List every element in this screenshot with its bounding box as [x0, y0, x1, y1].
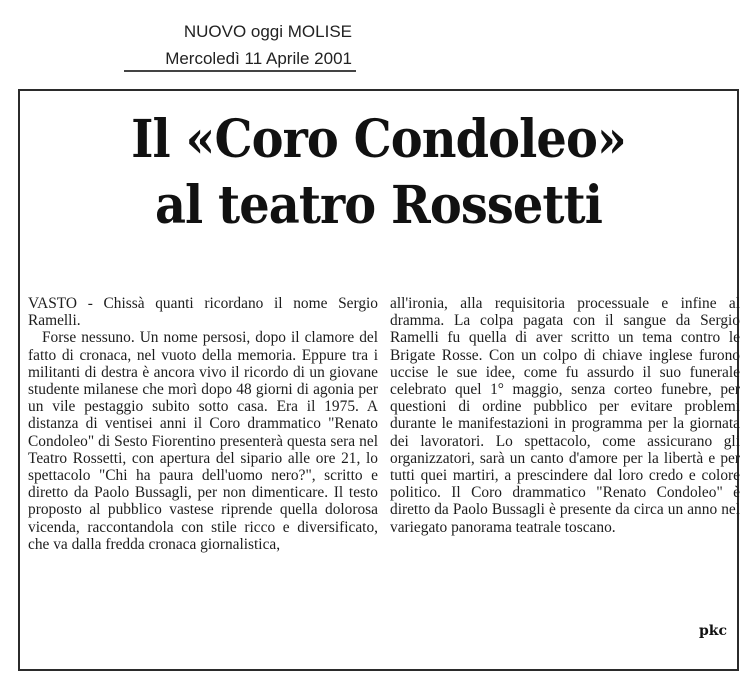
- author-signature: pkc: [698, 623, 727, 639]
- paragraph-body-1: Forse nessuno. Un nome persosi, dopo il clamore del fatto di cronaca, nel vuoto della memoria. Eppure tra i militanti di destra è ancora vivo il ricordo di un giovane studente milanese che morì dopo 48 giorni di agonia per un vile pestaggio subito sotto casa. Era il 1975. A distanza di ventisei anni il Coro drammatico "Renato Condoleo" di Sesto Fiorentino presenterà questa sera nel Teatro Rossetti, con apertura del sipario alle ore 21, lo spettacolo "Chi ha paura dell'uomo nero?", scritto e diretto da Paolo Bussagli, per non dimenticare. Il testo proposto al pubblico vastese riprende quella dolorosa vicenda, raccontandola con stile ricco e diversificato, che va dalla fredda cronaca giornalistica,: [28, 329, 378, 553]
- article-column-right: [390, 295, 740, 536]
- headline-line-1: Il «Coro Condoleo»: [131, 109, 626, 170]
- paragraph-body-2: all'ironia, alla requisitoria processuale e infine al dramma. La colpa pagata con il sangue da Sergio Ramelli fu quella di aver scritto un tema contro le Brigate Rosse. Con un colpo di chiave inglese furono uccise le sue idee, come fu assurdo il suo funerale celebrato quel 1° maggio, senza corteo funebre, per questioni di ordine pubblico per evitare problemi durante le manifestazioni in programma per la giornata dei lavoratori. Lo spettacolo, come assicurano gli organizzatori, sarà un canto d'amore per la libertà e per tutti quei martiri, a prescindere dal loro credo e colore politico. Il Coro drammatico "Renato Condoleo" è diretto da Paolo Bussagli è presente da circa un anno nel variegato panorama teatrale toscano.: [390, 295, 740, 536]
- paragraph-lead: VASTO - Chissà quanti ricordano il nome Sergio Ramelli.: [28, 295, 378, 330]
- masthead-rule: [124, 70, 356, 72]
- headline: [49, 107, 709, 239]
- publication-date: Mercoledì 11 Aprile 2001: [165, 49, 352, 68]
- headline-line-2: al teatro Rossetti: [154, 175, 603, 236]
- article-column-left: [28, 295, 378, 553]
- article-box: [18, 89, 739, 671]
- newspaper-name: NUOVO oggi MOLISE: [183, 22, 352, 41]
- masthead: [165, 18, 352, 72]
